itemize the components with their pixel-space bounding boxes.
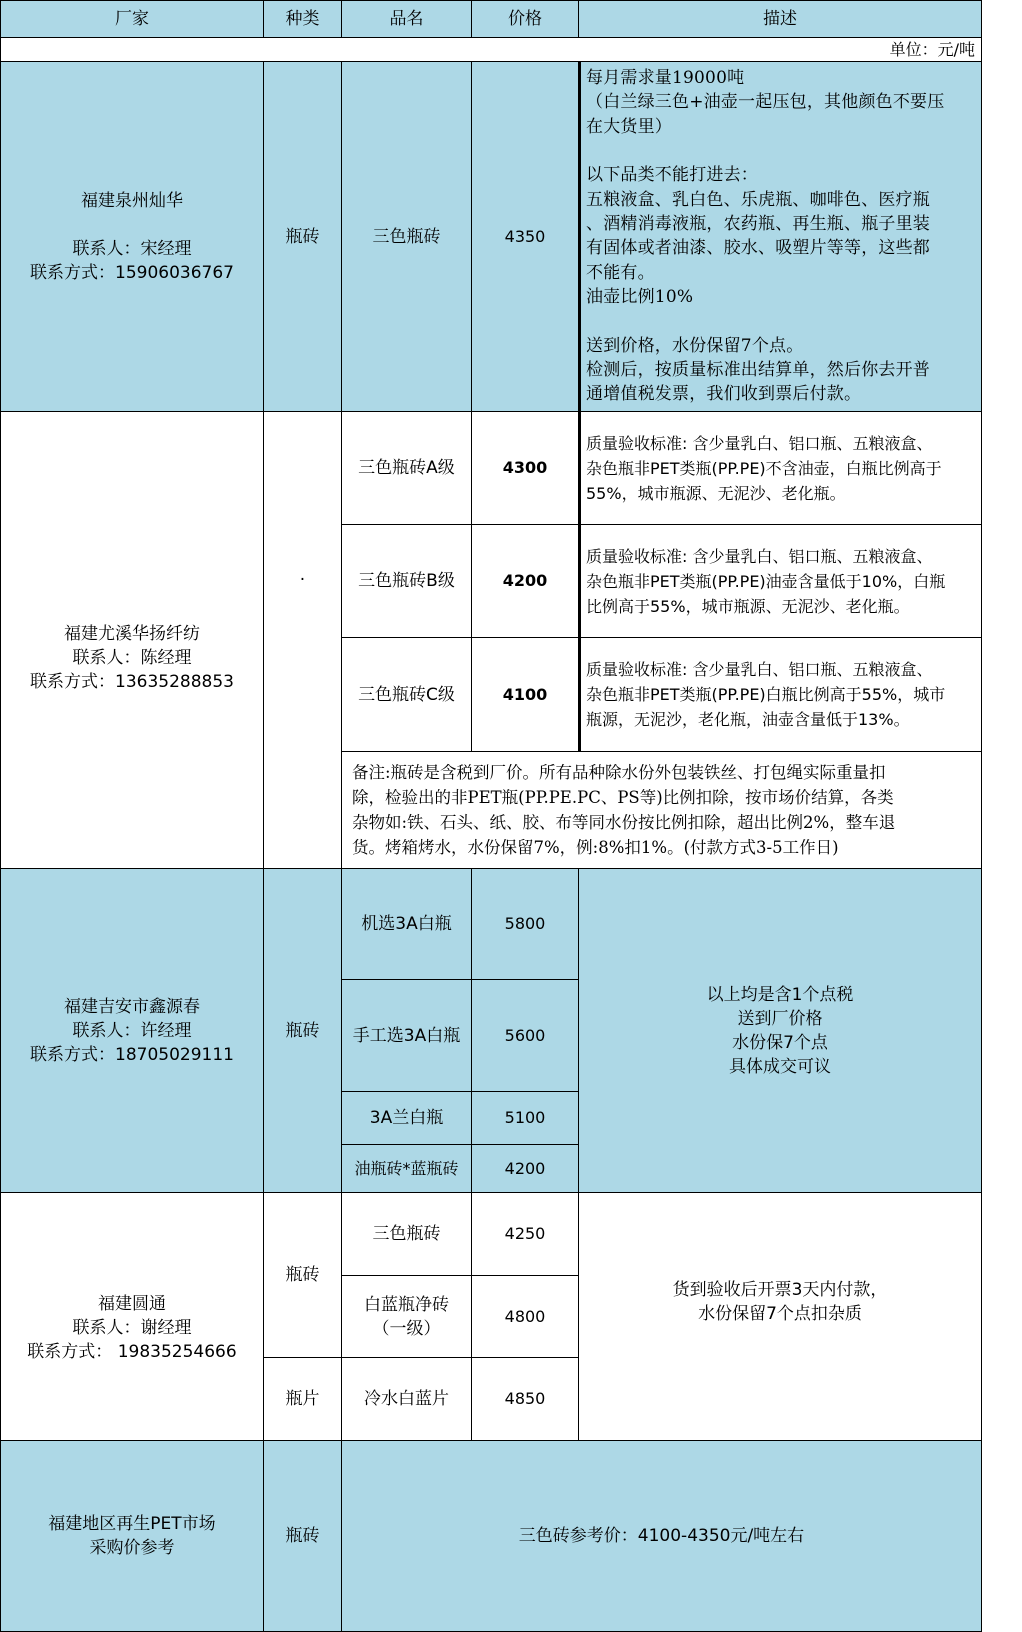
factory-phone: 联系方式：13635288853	[30, 672, 234, 692]
category-cell: ·	[263, 411, 342, 869]
desc-line: 质量验收标准: 含少量乳白、铝口瓶、五粮液盒、	[586, 433, 933, 453]
desc-line: 油壶比例10%	[586, 287, 694, 308]
price-cell: 5100	[471, 1091, 579, 1145]
desc-line: （白兰绿三色+油壶一起压包，其他颜色不要压	[586, 92, 945, 113]
note-cell	[341, 751, 982, 869]
unit-label: 单位：元/吨	[0, 37, 982, 62]
product-cell: 三色瓶砖	[341, 1192, 472, 1276]
header-price: 价格	[471, 0, 579, 38]
description-cell	[578, 524, 982, 638]
desc-line: 水份保7个点	[732, 1032, 828, 1053]
desc-line: 以上均是含1个点税	[706, 984, 854, 1005]
price-cell: 4300	[471, 411, 579, 525]
factory-phone: 联系方式：18705029111	[30, 1044, 234, 1065]
product-cell: 机选3A白瓶	[341, 868, 472, 980]
desc-line: 质量验收标准: 含少量乳白、铝口瓶、五粮液盒、	[586, 660, 933, 679]
factory-phone: 联系方式： 19835254666	[27, 1341, 237, 1362]
desc-line	[586, 139, 944, 163]
product-cell: 手工选3A白瓶	[341, 979, 472, 1092]
note-line: 货。烤箱烤水，水份保留7%，例:8%扣1%。(付款方式3-5工作日)	[352, 838, 839, 857]
desc-line: 五粮液盒、乳白色、乐虎瓶、咖啡色、医疗瓶	[586, 189, 930, 210]
factory-name: 福建吉安市鑫源春	[63, 996, 200, 1017]
desc-line: 杂色瓶非PET类瓶(PP.PE)油壶含量低于10%，白瓶	[586, 571, 946, 591]
note-line: 备注:瓶砖是含税到厂价。所有品种除水份外包装铁丝、打包绳实际重量扣	[352, 763, 886, 782]
desc-line: 杂色瓶非PET类瓶(PP.PE)不含油壶，白瓶比例高于	[586, 458, 942, 478]
price-cell: 5800	[471, 868, 579, 980]
price-cell: 4800	[471, 1275, 579, 1358]
description-cell: 三色砖参考价：4100-4350元/吨左右	[341, 1440, 982, 1632]
desc-line: 检测后，按质量标准出结算单，然后你去开普	[586, 360, 930, 381]
factory-contact: 联系人：谢经理	[72, 1317, 192, 1338]
desc-line: 水份保留7个点扣杂质	[698, 1303, 862, 1324]
desc-line: 每月需求量19000吨	[586, 68, 745, 88]
description-cell	[578, 868, 982, 1193]
factory-spacer	[30, 213, 234, 237]
desc-line: 不能有。	[586, 262, 655, 283]
desc-line	[586, 310, 944, 334]
desc-line: 货到验收后开票3天内付款，	[672, 1279, 888, 1300]
product-cell: 三色瓶砖	[341, 61, 472, 412]
category-cell: 瓶砖	[263, 868, 342, 1193]
factory-cell	[0, 61, 264, 412]
desc-line: 通增值税发票，我们收到票后付款。	[586, 384, 862, 405]
header-category: 种类	[263, 0, 342, 38]
description-cell	[578, 637, 982, 752]
product-line: （一级）	[372, 1318, 441, 1339]
price-cell: 4850	[471, 1357, 579, 1441]
header-product: 品名	[341, 0, 472, 38]
factory-contact: 联系人：许经理	[72, 1020, 192, 1041]
category-cell: 瓶砖	[263, 1440, 342, 1632]
product-line: 白蓝瓶净砖	[364, 1294, 449, 1315]
desc-line: 杂色瓶非PET类瓶(PP.PE)白瓶比例高于55%，城市	[586, 685, 946, 704]
factory-cell	[0, 1440, 264, 1632]
factory-cell	[0, 868, 264, 1193]
desc-line: 以下品类不能打进去：	[586, 165, 758, 186]
price-cell: 4100	[471, 637, 579, 752]
product-cell: 三色瓶砖A级	[341, 411, 472, 525]
note-line: 除，检验出的非PET瓶(PP.PE.PC、PS等)比例扣除，按市场价结算，各类	[352, 788, 894, 807]
product-cell: 3A兰白瓶	[341, 1091, 472, 1145]
factory-subtitle: 采购价参考	[89, 1538, 175, 1558]
desc-line: 送到价格，水份保留7个点。	[586, 335, 804, 356]
desc-line: 在大货里）	[586, 116, 672, 137]
factory-contact: 联系人：陈经理	[72, 648, 192, 668]
price-cell: 4250	[471, 1192, 579, 1276]
product-cell: 三色瓶砖C级	[341, 637, 472, 752]
price-cell: 5600	[471, 979, 579, 1092]
price-cell: 4200	[471, 1144, 579, 1193]
note-line: 杂物如:铁、石头、纸、胶、布等同水份按比例扣除，超出比例2%，整车退	[352, 813, 896, 832]
desc-line: 质量验收标准: 含少量乳白、铝口瓶、五粮液盒、	[586, 546, 933, 566]
description-cell	[578, 61, 982, 412]
product-cell: 油瓶砖*蓝瓶砖	[341, 1144, 472, 1193]
desc-line: 有固体或者油漆、胶水、吸塑片等等，这些都	[586, 238, 930, 259]
factory-cell	[0, 1192, 264, 1441]
product-cell: 三色瓶砖B级	[341, 524, 472, 638]
description-cell	[578, 411, 982, 525]
product-cell: 冷水白蓝片	[341, 1357, 472, 1441]
factory-name: 福建尤溪华扬纤纺	[63, 624, 200, 644]
category-cell: 瓶砖	[263, 61, 342, 412]
factory-name: 福建圆通	[97, 1293, 166, 1314]
desc-line: 、酒精消毒液瓶，农药瓶、再生瓶、瓶子里装	[586, 214, 930, 235]
price-cell: 4200	[471, 524, 579, 638]
desc-line: 具体成交可议	[728, 1056, 831, 1077]
header-factory: 厂家	[0, 0, 264, 38]
category-cell: 瓶砖	[263, 1192, 342, 1358]
category-cell: 瓶片	[263, 1357, 342, 1441]
desc-line: 送到厂价格	[737, 1008, 823, 1029]
price-cell: 4350	[471, 61, 579, 412]
factory-contact: 联系人：宋经理	[72, 238, 192, 259]
factory-name: 福建泉州灿华	[80, 190, 183, 211]
desc-line: 瓶源，无泥沙，老化瓶，油壶含量低于13%。	[586, 710, 910, 729]
header-description: 描述	[578, 0, 982, 38]
product-cell	[341, 1275, 472, 1358]
factory-cell	[0, 411, 264, 869]
factory-phone: 联系方式：15906036767	[30, 262, 234, 283]
desc-line: 比例高于55%，城市瓶源、无泥沙、老化瓶。	[586, 596, 910, 616]
description-cell	[578, 1192, 982, 1441]
factory-name: 福建地区再生PET市场	[48, 1514, 216, 1534]
desc-line: 55%，城市瓶源、无泥沙、老化瓶。	[586, 483, 846, 503]
